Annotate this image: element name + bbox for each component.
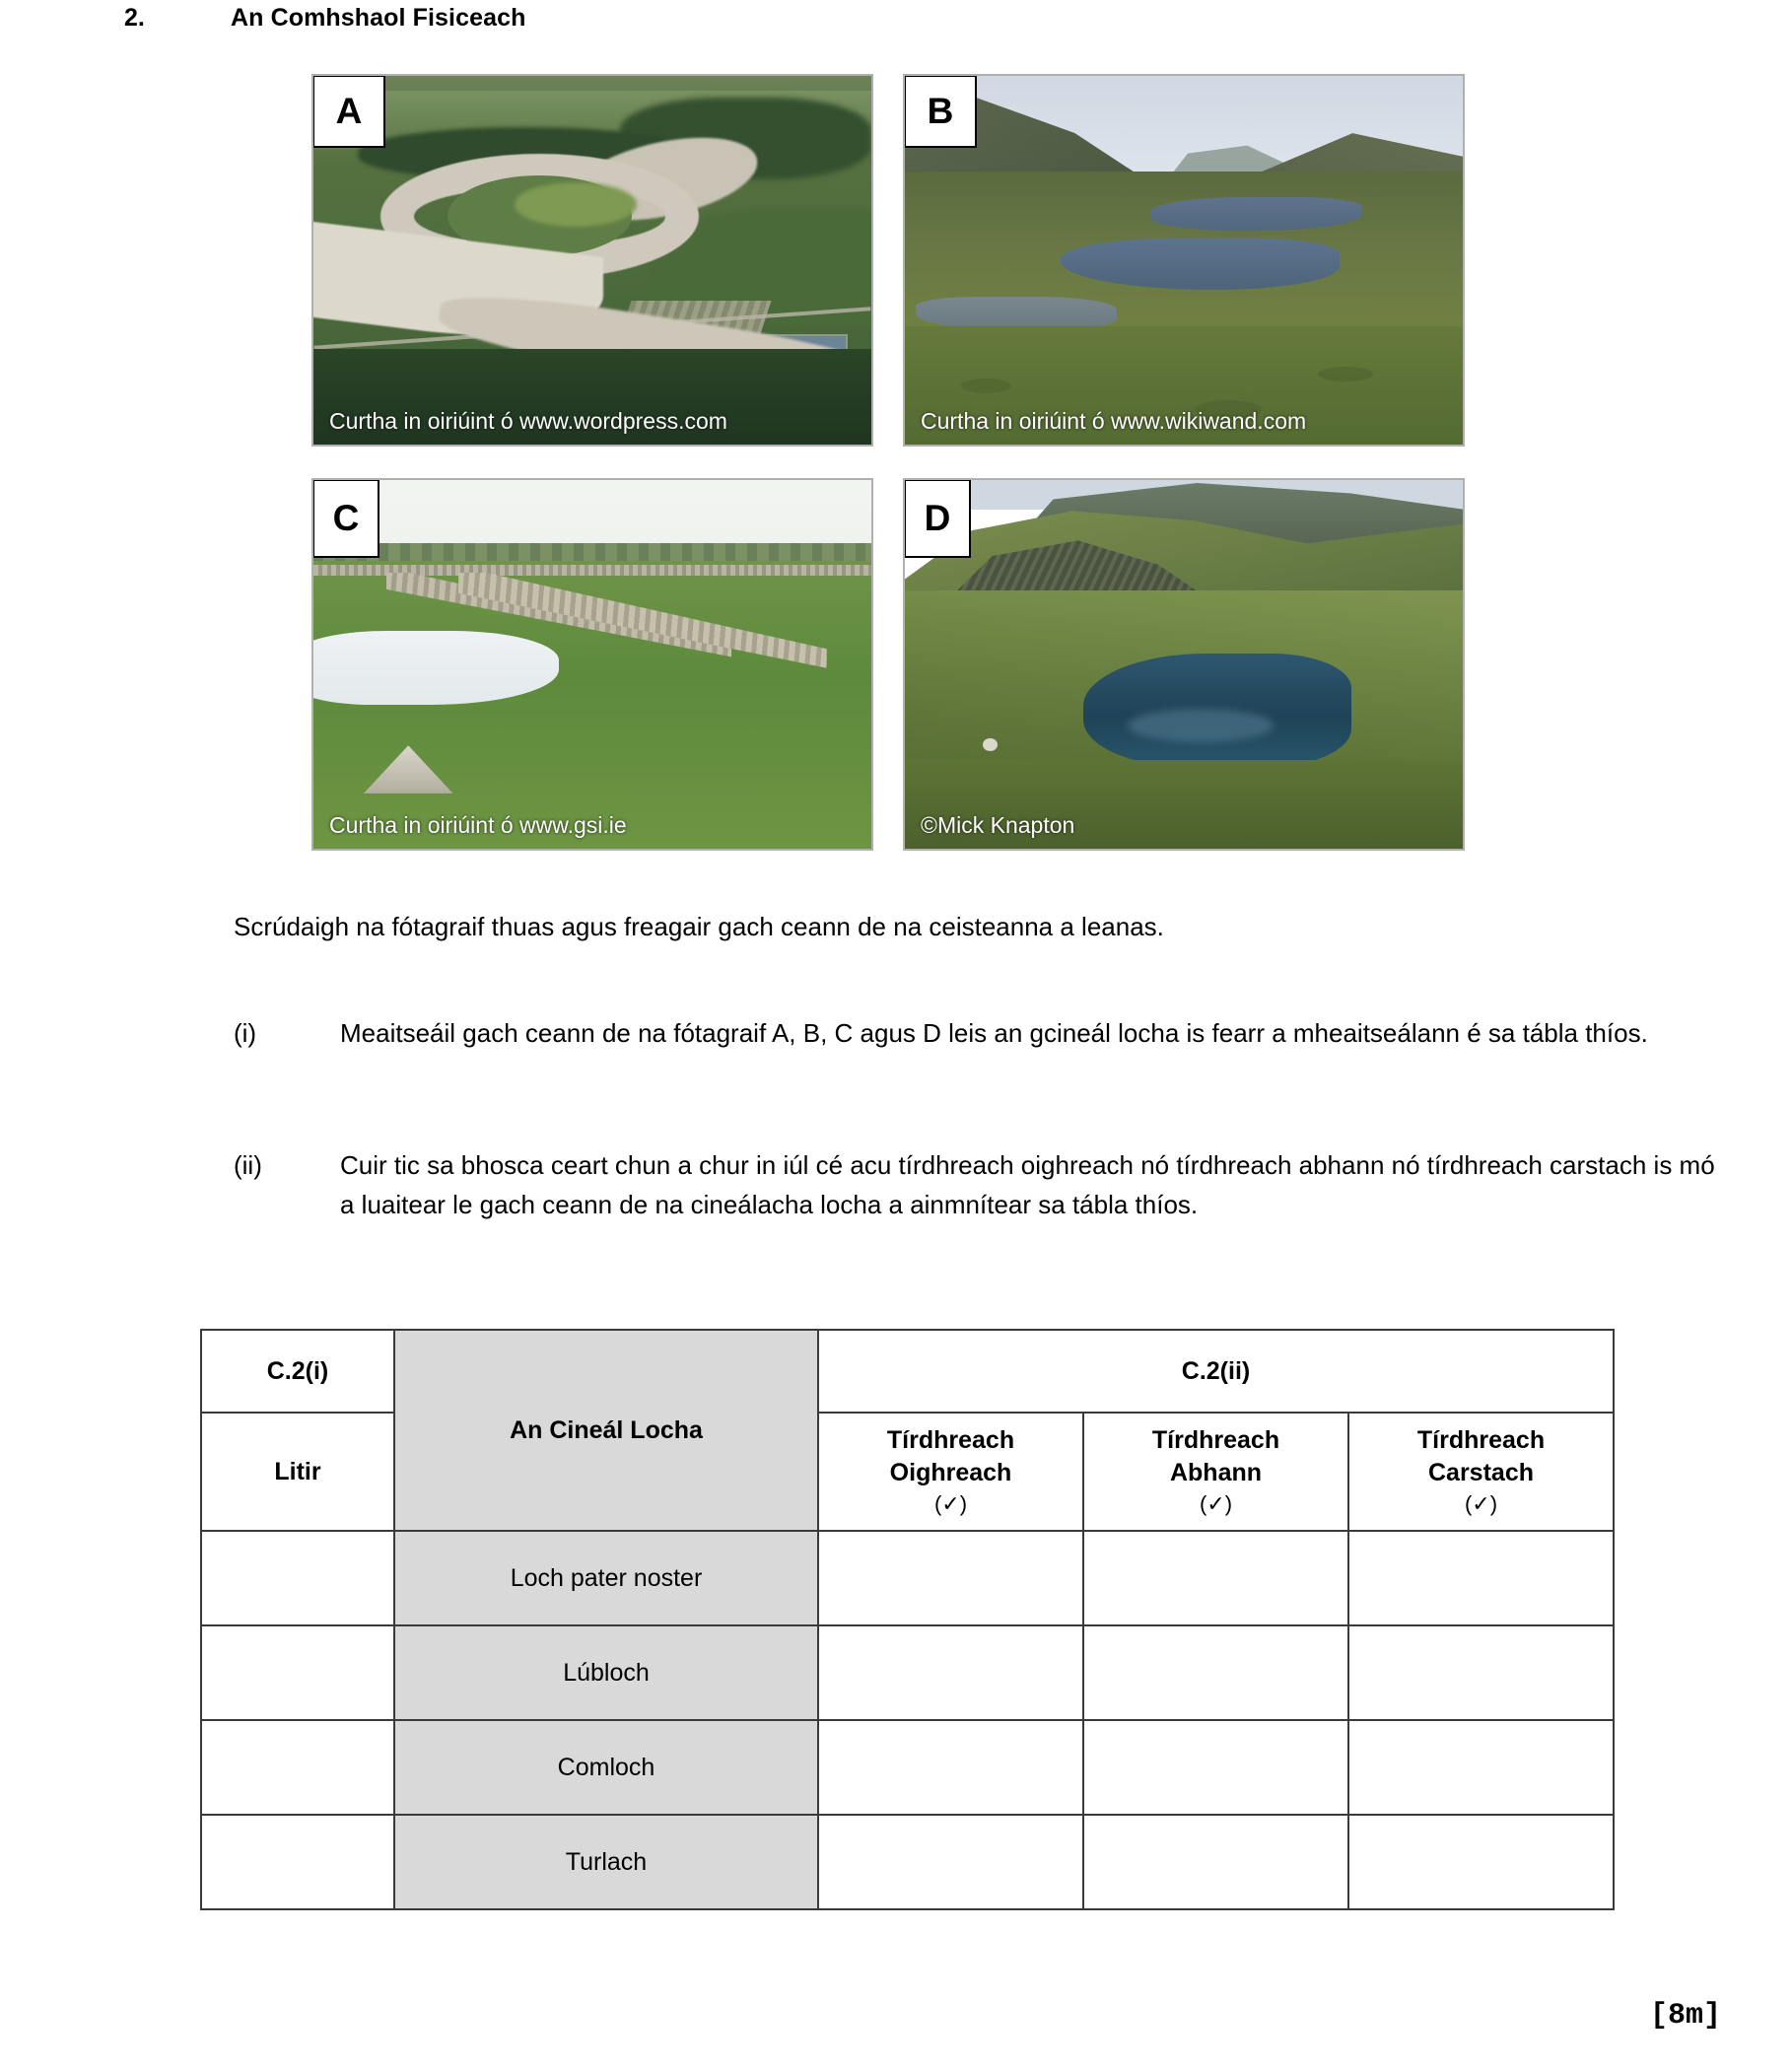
cell-litir-input[interactable] (201, 1625, 394, 1720)
table-header-row-1 (201, 1330, 1614, 1413)
photo-a (311, 74, 873, 447)
photo-a-scene (313, 76, 871, 445)
header-abhann-tick-icon: (✓) (1199, 1491, 1233, 1517)
header-carstach-line1: Tírdhreach (1416, 1426, 1546, 1455)
cell-cineal-locha: Lúbloch (394, 1625, 818, 1720)
table-row (201, 1531, 1614, 1625)
page-title: An Comhshaol Fisiceach (231, 4, 526, 32)
photo-caption-c: Curtha in oiriúint ó www.gsi.ie (329, 812, 627, 838)
cell-tick-abhann[interactable] (1083, 1720, 1348, 1815)
marks-indicator: [8m] (1649, 1999, 1721, 2033)
header-carstach-line2: Carstach (1428, 1459, 1534, 1487)
cell-tick-oighreach[interactable] (818, 1815, 1083, 1909)
header-tirdhreach-abhann (1083, 1413, 1348, 1531)
cell-tick-carstach[interactable] (1348, 1531, 1614, 1625)
cell-tick-oighreach[interactable] (818, 1720, 1083, 1815)
header-oighreach-tick-icon: (✓) (933, 1491, 968, 1517)
photo-label-b: B (904, 75, 977, 148)
header-tirdhreach-oighreach (818, 1413, 1083, 1531)
photo-c (311, 478, 873, 851)
photo-d-scene (905, 480, 1463, 849)
cell-tick-oighreach[interactable] (818, 1531, 1083, 1625)
cell-litir-input[interactable] (201, 1531, 394, 1625)
question-part-ii (234, 1145, 1720, 1225)
part-i-text: Meaitseáil gach ceann de na fótagraif A, B, C agus D leis an gcineál locha is fearr a mheaitseálann é sa tábla thíos. (340, 1018, 1648, 1048)
cell-litir-input[interactable] (201, 1815, 394, 1909)
header-oighreach-line2: Oighreach (889, 1459, 1012, 1487)
photo-b-scene (905, 76, 1463, 445)
question-part-i (234, 1013, 1648, 1053)
photo-label-c: C (312, 479, 379, 558)
answer-table-wrapper (200, 1329, 1615, 1910)
part-ii-text: Cuir tic sa bhosca ceart chun a chur in iúl cé acu tírdhreach oighreach nó tírdhreach abhann nó tírdhreach carstach is mó a luaitear le gach ceann de na cineálacha locha a ainmnítear sa tábla thíos. (340, 1150, 1715, 1220)
photo-b (903, 74, 1465, 447)
photo-label-a: A (312, 75, 385, 148)
table-row (201, 1625, 1614, 1720)
photo-d (903, 478, 1465, 851)
header-oighreach-line1: Tírdhreach (886, 1426, 1015, 1455)
photo-caption-a: Curtha in oiriúint ó www.wordpress.com (329, 408, 727, 434)
header-abhann-line2: Abhann (1169, 1459, 1263, 1487)
cell-cineal-locha: Turlach (394, 1815, 818, 1909)
cell-cineal-locha: Loch pater noster (394, 1531, 818, 1625)
cell-litir-input[interactable] (201, 1720, 394, 1815)
part-i-label: (i) (234, 1018, 257, 1048)
photo-row-top (311, 74, 1465, 447)
header-c2i: C.2(i) (201, 1330, 394, 1413)
photo-label-d: D (904, 479, 971, 558)
cell-cineal-locha: Comloch (394, 1720, 818, 1815)
photo-grid (311, 74, 1465, 882)
header-c2ii: C.2(ii) (818, 1330, 1614, 1413)
table-row (201, 1815, 1614, 1909)
header-carstach-tick-icon: (✓) (1464, 1491, 1498, 1517)
question-header (124, 4, 526, 33)
table-row (201, 1720, 1614, 1815)
cell-tick-carstach[interactable] (1348, 1815, 1614, 1909)
photo-caption-b: Curtha in oiriúint ó www.wikiwand.com (921, 408, 1307, 434)
answer-table (200, 1329, 1615, 1910)
header-cineal-locha: An Cineál Locha (394, 1330, 818, 1531)
cell-tick-abhann[interactable] (1083, 1531, 1348, 1625)
cell-tick-abhann[interactable] (1083, 1625, 1348, 1720)
cell-tick-abhann[interactable] (1083, 1815, 1348, 1909)
photo-caption-d: ©Mick Knapton (921, 812, 1075, 838)
photo-row-bottom (311, 478, 1465, 851)
photo-c-scene (313, 480, 871, 849)
header-abhann-line1: Tírdhreach (1151, 1426, 1280, 1455)
cell-tick-oighreach[interactable] (818, 1625, 1083, 1720)
header-litir: Litir (201, 1413, 394, 1531)
instruction-main: Scrúdaigh na fótagraif thuas agus freagair gach ceann de na ceisteanna a leanas. (234, 912, 1164, 941)
header-tirdhreach-carstach (1348, 1413, 1614, 1531)
cell-tick-carstach[interactable] (1348, 1625, 1614, 1720)
question-number: 2. (124, 4, 145, 32)
part-ii-label: (ii) (234, 1150, 262, 1180)
cell-tick-carstach[interactable] (1348, 1720, 1614, 1815)
